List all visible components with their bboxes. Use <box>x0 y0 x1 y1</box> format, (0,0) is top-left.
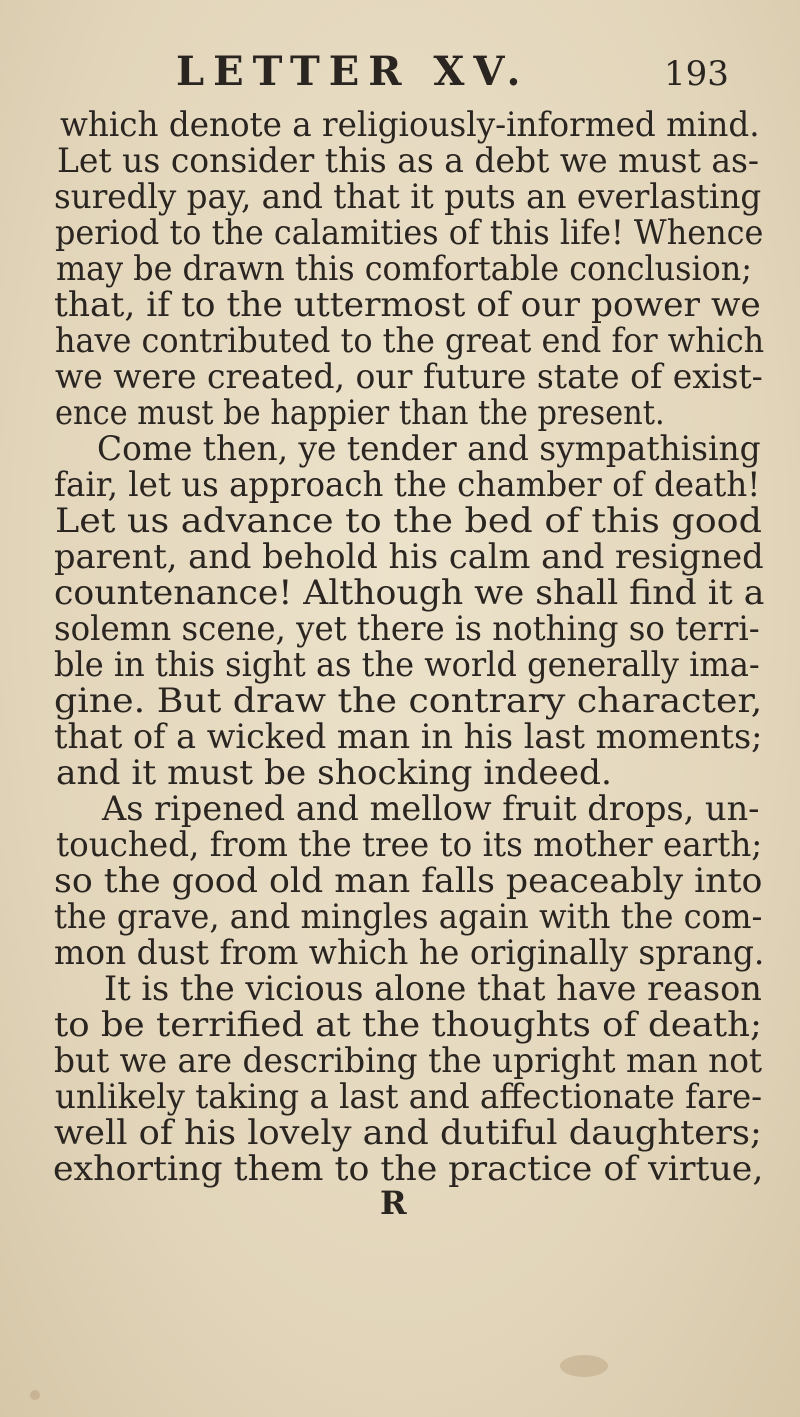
text-line: but we are describing the upright man not <box>54 1041 763 1080</box>
text-line: gine. But draw the contrary character, <box>54 681 763 720</box>
text-line: mon dust from which he originally sprang. <box>54 933 765 972</box>
paper-stain <box>30 1390 40 1400</box>
text-line: period to the calamities of this life! Whence <box>55 213 764 252</box>
text-line: touched, from the tree to its mother earth; <box>56 825 763 864</box>
text-line: to be terrified at the thoughts of death; <box>54 1005 762 1044</box>
text-line: which denote a religiously-informed mind. <box>60 105 760 144</box>
text-line: fair, let us approach the chamber of death! <box>54 465 761 504</box>
paper-stain <box>560 1355 608 1377</box>
text-line: solemn scene, yet there is nothing so terri- <box>54 609 760 648</box>
text-line: ble in this sight as the world generally ima- <box>54 645 760 684</box>
text-line: As ripened and mellow fruit drops, un- <box>102 789 760 828</box>
text-line: that of a wicked man in his last moments; <box>54 717 763 756</box>
text-line: have contributed to the great end for which <box>55 321 765 360</box>
text-line: It is the vicious alone that have reason <box>104 969 762 1008</box>
text-line: parent, and behold his calm and resigned <box>54 537 764 576</box>
text-line: Come then, ye tender and sympathising <box>97 429 761 468</box>
text-line: countenance! Although we shall find it a <box>54 573 765 612</box>
text-line: may be drawn this comfortable conclusion; <box>56 249 752 288</box>
text-line: Let us consider this as a debt we must as- <box>57 141 760 180</box>
running-head: LETTER XV. <box>176 48 530 95</box>
page-header <box>0 48 800 104</box>
text-line: unlikely taking a last and affectionate fare- <box>55 1077 763 1116</box>
text-line: Let us advance to the bed of this good <box>55 501 762 540</box>
text-line: suredly pay, and that it puts an everlasting <box>54 177 762 216</box>
text-line: exhorting them to the practice of virtue, <box>53 1149 764 1188</box>
page-number: 193 <box>664 54 729 94</box>
text-line: ence must be happier than the present. <box>55 393 665 432</box>
catchword: R <box>380 1184 407 1222</box>
text-line: well of his lovely and dutiful daughters; <box>54 1113 762 1152</box>
text-line: we were created, our future state of exist- <box>55 357 763 396</box>
text-line: and it must be shocking indeed. <box>56 753 612 792</box>
text-line: that, if to the uttermost of our power we <box>54 285 761 324</box>
text-line: the grave, and mingles again with the com- <box>54 897 763 936</box>
text-line: so the good old man falls peaceably into <box>54 861 763 900</box>
